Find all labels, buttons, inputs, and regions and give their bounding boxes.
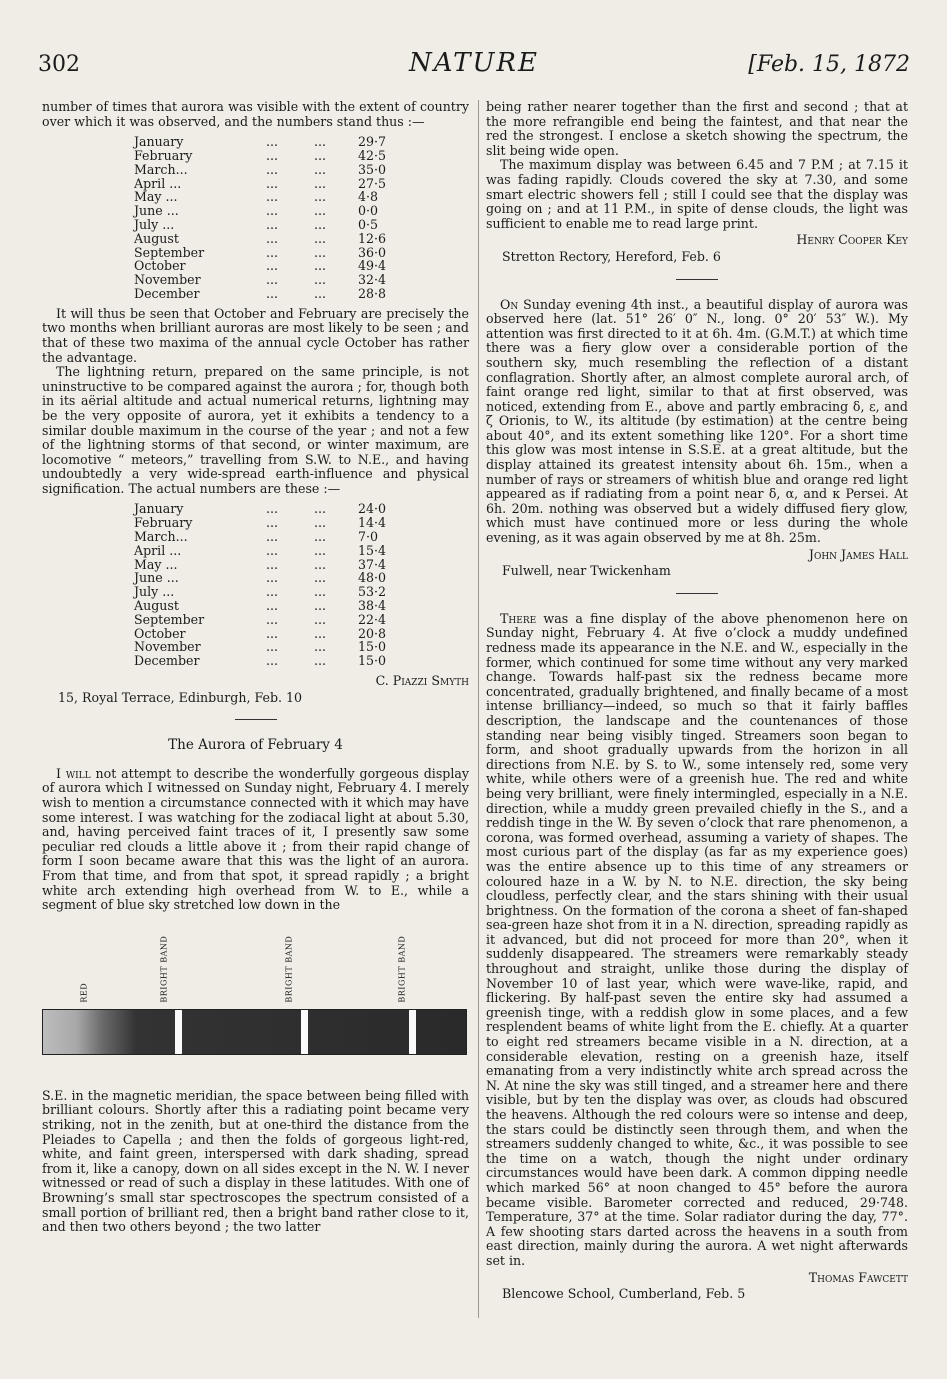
signature: Thomas Fawcett — [808, 1269, 908, 1285]
separator-rule — [676, 593, 718, 594]
month-cell: July ... — [134, 216, 175, 232]
leader-dots: ... — [314, 258, 327, 274]
value-cell: 20·8 — [358, 625, 387, 641]
table-row — [134, 163, 386, 177]
table-row — [134, 516, 386, 530]
value-cell: 28·8 — [358, 285, 387, 301]
month-cell: April ... — [134, 175, 182, 191]
leader-dots: ... — [266, 189, 279, 205]
column-divider — [478, 100, 479, 1318]
leader-dots: ... — [266, 542, 279, 558]
lightning-table — [134, 502, 386, 668]
value-cell: 35·0 — [358, 161, 387, 177]
table-row — [134, 502, 386, 516]
table-row — [134, 204, 386, 218]
table-row — [134, 558, 386, 572]
leader-dots: ... — [314, 570, 327, 586]
leader-dots: ... — [266, 515, 279, 531]
month-cell: October — [134, 625, 186, 641]
leader-dots: ... — [314, 175, 327, 191]
leader-dots: ... — [314, 598, 327, 614]
value-cell: 0·0 — [358, 203, 379, 219]
leader-dots: ... — [314, 134, 327, 150]
article-heading: The Aurora of February 4 — [168, 737, 343, 754]
leader-dots: ... — [266, 501, 279, 517]
bright-band-3 — [409, 1010, 416, 1054]
leader-dots: ... — [266, 570, 279, 586]
value-cell: 15·4 — [358, 542, 387, 558]
table-row — [134, 135, 386, 149]
value-cell: 29·7 — [358, 134, 387, 150]
table-row — [134, 259, 386, 273]
leader-dots: ... — [314, 244, 327, 260]
table-row — [134, 627, 386, 641]
leader-dots: ... — [314, 529, 327, 545]
leader-dots: ... — [266, 653, 279, 669]
journal-title: NATURE — [409, 48, 539, 78]
month-cell: December — [134, 653, 200, 669]
table-row — [134, 190, 386, 204]
leader-dots: ... — [314, 272, 327, 288]
value-cell: 38·4 — [358, 598, 387, 614]
table-row — [134, 613, 386, 627]
leader-dots: ... — [266, 584, 279, 600]
leader-dots: ... — [266, 147, 279, 163]
month-cell: January — [134, 134, 184, 150]
table-row — [134, 246, 386, 260]
leader-dots: ... — [266, 529, 279, 545]
leader-dots: ... — [314, 161, 327, 177]
month-cell: November — [134, 639, 201, 655]
leader-dots: ... — [266, 258, 279, 274]
table-row — [134, 585, 386, 599]
value-cell: 22·4 — [358, 611, 387, 627]
table-row — [134, 654, 386, 668]
table-row — [134, 530, 386, 544]
value-cell: 36·0 — [358, 244, 387, 260]
leader-dots: ... — [266, 230, 279, 246]
value-cell: 12·6 — [358, 230, 387, 246]
month-cell: June ... — [134, 570, 179, 586]
leader-dots: ... — [266, 161, 279, 177]
label-bright-band-2: BRIGHT BAND — [284, 935, 294, 1003]
month-cell: October — [134, 258, 186, 274]
table-row — [134, 599, 386, 613]
leader-dots: ... — [314, 285, 327, 301]
value-cell: 14·4 — [358, 515, 387, 531]
month-cell: March... — [134, 529, 188, 545]
leader-dots: ... — [266, 611, 279, 627]
separator-rule — [676, 279, 718, 280]
leader-dots: ... — [314, 216, 327, 232]
dropcap-lead: There — [500, 610, 537, 626]
signature: John James Hall — [808, 546, 908, 562]
leader-dots: ... — [266, 203, 279, 219]
value-cell: 15·0 — [358, 653, 387, 669]
value-cell: 0·5 — [358, 216, 379, 232]
month-cell: February — [134, 147, 193, 163]
month-cell: November — [134, 272, 201, 288]
table-row — [134, 571, 386, 585]
value-cell: 32·4 — [358, 272, 387, 288]
month-cell: March... — [134, 161, 188, 177]
value-cell: 37·4 — [358, 556, 387, 572]
leader-dots: ... — [314, 542, 327, 558]
leader-dots: ... — [266, 285, 279, 301]
signature: Henry Cooper Key — [796, 232, 908, 248]
left-column — [42, 100, 469, 1235]
leader-dots: ... — [314, 639, 327, 655]
leader-dots: ... — [266, 598, 279, 614]
spectrum-bar — [42, 1009, 467, 1055]
table-row — [134, 640, 386, 654]
paragraph: S.E. in the magnetic meridian, the space between being filled with brilliant colours. Shortly after this a radiating point became very striking, not in the zenith, but at one-third the distance from the Pleiades to Capella ; and then the folds of gorgeous light-red, white, and faint green, interspersed with dark shading, spread from it, like a canopy, down on all sides except in the N. W. I never witnessed or read of such a display in these latitudes. With one of Browning’s small star spectroscopes the spectrum consisted of a small portion of brilliant red, then a bright band rather close to it, and then two others beyond ; the two latter — [42, 1087, 469, 1235]
paragraph: being rather nearer together than the first and second ; that at the more refrangible end being the faintest, and that near the red the strongest. I enclose a sketch showing the spectrum, the slit being wide open. — [486, 99, 908, 158]
leader-dots: ... — [266, 625, 279, 641]
month-cell: July ... — [134, 584, 175, 600]
leader-dots: ... — [314, 584, 327, 600]
month-cell: September — [134, 611, 205, 627]
leader-dots: ... — [314, 653, 327, 669]
value-cell: 53·2 — [358, 584, 387, 600]
table-row — [134, 287, 386, 301]
spectrum-figure — [42, 923, 469, 1083]
leader-dots: ... — [314, 189, 327, 205]
value-cell: 48·0 — [358, 570, 387, 586]
leader-dots: ... — [314, 625, 327, 641]
month-cell: September — [134, 244, 205, 260]
table-row — [134, 149, 386, 163]
month-cell: August — [134, 230, 179, 246]
month-cell: August — [134, 598, 179, 614]
intro-paragraph: number of times that aurora was visible with the extent of country over which it was observed, and the numbers stand thus :— — [42, 99, 469, 129]
paragraph: was a fine display of the above phenomenon here on Sunday night, February 4. At five o’clock a muddy undefined redness made its appearance in the N.E. and W., especially in the former, which continued for some time without any very marked change. Towards half-past six the redness became more concentrated, gradually brightened, and finally became of a most intense brilliancy—indeed, so much so that it fairly baffles description, the landscape and the countenances of those standing near being visibly tinged. Streamers soon began to form, and shoot gradually upwards from the horizon in all directions from N.E. by S. to W., some intensely red, some very white, while others were of a greenish hue. The red and white being very brilliant, were finely intermingled, especially in a N.E. direction, while a muddy green prevailed chiefly in the S., and a reddish tinge in the W. By seven o’clock that rare phenomenon, a corona, was formed overhead, assuming a variety of shapes. The most curious part of the display (as far as my experience goes) was the entire absence up to this time of any streamers or coloured haze in a W. by N. to N.E. direction, the sky being cloudless, perfectly clear, and the stars shining with their usual brightness. On the formation of the corona a sheet of fan-shaped sea-green haze shot from it in a N. direction, spreading rapidly as it advanced, but did not proceed for more than 20°, when it suddenly disappeared. The streamers were remarkably steady throughout and straight, unlike those during the display of November 10 of last year, which were wave-like, rapid, and flickering. By half-past seven the entire sky had assumed a greenish tinge, with a reddish glow in some places, and a few resplendent beams of white light from the E. chiefly. At a quarter to eight red streamers became visible in a N. direction, at a considerable elevation, resting on a greenish haze, itself emanating from a very indistinctly white arch spread across the N. At nine the sky was still tinged, and a streamer here and there visible, but by ten the display was over, as clouds had obscured the heavens. Although the red colours were so intense and deep, the stars could be distinctly seen through them, and when the streamers suddenly changed to white, &c., it was possible to see the time on a watch, though the night under ordinary circumstances would have been dark. A common dipping needle which marked 56° at noon changed to 45° before the aurora became visible. Barometer corrected and reduced, 29·748. Temperature, 37° at the time. Solar radiator during the day, 77°. A few shooting stars darted across the heavens in a south from east direction, mainly during the aurora. A wet night afterwards set in. — [486, 610, 908, 1268]
month-cell: April ... — [134, 542, 182, 558]
bright-band-1 — [175, 1010, 182, 1054]
leader-dots: ... — [314, 611, 327, 627]
paragraph: not attempt to describe the wonderfully gorgeous display of aurora which I witnessed on Sunday night, February 4. I merely wish to mention a circumstance connected with it which may have some interest. I was watching for the zodiacal light at about 5.30, and, having perceived faint traces of it, I presently saw some peculiar red clouds a little above it ; from their rapid change of form I soon became aware that this was the light of an aurora. From that time, and from that spot, it spread rapidly ; a bright white arch extending high overhead from W. to E., while a segment of blue sky stretched low down in the — [42, 765, 469, 913]
signature: C. Piazzi Smyth — [375, 673, 469, 689]
month-cell: June ... — [134, 203, 179, 219]
leader-dots: ... — [266, 556, 279, 572]
leader-dots: ... — [266, 134, 279, 150]
label-red: RED — [79, 982, 89, 1003]
dropcap-lead: I will — [56, 765, 91, 781]
leader-dots: ... — [314, 515, 327, 531]
page-header — [38, 48, 910, 86]
table-row — [134, 232, 386, 246]
value-cell: 4·8 — [358, 189, 379, 205]
leader-dots: ... — [314, 230, 327, 246]
issue-date: [Feb. 15, 1872 — [748, 52, 910, 77]
leader-dots: ... — [314, 203, 327, 219]
leader-dots: ... — [314, 556, 327, 572]
paragraph: Sunday evening 4th inst., a beautiful display of aurora was observed here (lat. 51° 26′ 0″ N., long. 0° 20′ 53″ W.). My attention was first directed to it at 6h. 4m. (G.M.T.) at which time there was a fiery glow over a considerable portion of the southern sky, much resembling the reflection of a distant conflagration. Shortly after, an almost complete auroral arch, of faint orange red light, similar to that at first observed, was noticed, extending from E., above and partly embracing δ, ε, and ζ Orionis, to W., its altitude (by estimation) at the centre being about 40°, and its extent something like 120°. For a short time this glow was most intense in S.S.E. at a great altitude, but the display attained its greatest intensity about 6h. 15m., when a number of rays or streamers of whitish blue and orange red light appeared as if radiating from a point near δ, α, and κ Persei. At 6h. 20m. nothing was observed but a widely diffused fiery glow, which must have continued more or less during the whole evening, as it was again observed by me at 8h. 25m. — [486, 296, 908, 546]
separator-rule — [235, 719, 277, 720]
address: Stretton Rectory, Hereford, Feb. 6 — [502, 248, 721, 264]
month-cell: January — [134, 501, 184, 517]
page-number: 302 — [38, 52, 80, 77]
table-row — [134, 218, 386, 232]
month-cell: December — [134, 285, 200, 301]
value-cell: 15·0 — [358, 639, 387, 655]
month-cell: February — [134, 515, 193, 531]
address: Fulwell, near Twickenham — [502, 563, 671, 579]
table-row — [134, 544, 386, 558]
leader-dots: ... — [314, 147, 327, 163]
address: 15, Royal Terrace, Edinburgh, Feb. 10 — [58, 689, 303, 705]
aurora-table — [134, 135, 386, 301]
paragraph: The lightning return, prepared on the same principle, is not uninstructive to be compared against the aurora ; for, though both in its aërial altitude and actual numerical returns, lightning may be the very opposite of aurora, yet it exhibits a tendency to a similar double maximum in the course of the year ; and not a few of the lightning storms of that second, or winter maximum, are locomotive “ meteors,” travelling from S.W. to N.E., and having undoubtedly a very wide-spread earth-influence and physical signification. The actual numbers are these :— — [42, 364, 469, 496]
value-cell: 7·0 — [358, 529, 379, 545]
table-row — [134, 273, 386, 287]
label-bright-band-1: BRIGHT BAND — [159, 935, 169, 1003]
leader-dots: ... — [314, 501, 327, 517]
label-bright-band-3: BRIGHT BAND — [397, 935, 407, 1003]
leader-dots: ... — [266, 244, 279, 260]
value-cell: 27·5 — [358, 175, 387, 191]
leader-dots: ... — [266, 216, 279, 232]
leader-dots: ... — [266, 639, 279, 655]
dropcap-lead: On — [500, 296, 519, 312]
paragraph: The maximum display was between 6.45 and 7 P.M ; at 7.15 it was fading rapidly. Clouds covered the sky at 7.30, and some smart electric showers fell ; still I could see that the display was going on ; and at 11 P.M., in spite of dense clouds, the light was sufficient to enable me to read large print. — [486, 157, 908, 231]
month-cell: May ... — [134, 189, 178, 205]
paragraph: It will thus be seen that October and February are precisely the two months when brilliant auroras are most likely to be seen ; and that of these two maxima of the annual cycle October has rather the advantage. — [42, 305, 469, 365]
table-row — [134, 177, 386, 191]
address: Blencowe School, Cumberland, Feb. 5 — [502, 1286, 746, 1302]
leader-dots: ... — [266, 175, 279, 191]
right-column — [486, 100, 908, 1302]
value-cell: 24·0 — [358, 501, 387, 517]
value-cell: 42·5 — [358, 147, 387, 163]
month-cell: May ... — [134, 556, 178, 572]
value-cell: 49·4 — [358, 258, 387, 274]
bright-band-2 — [301, 1010, 308, 1054]
leader-dots: ... — [266, 272, 279, 288]
